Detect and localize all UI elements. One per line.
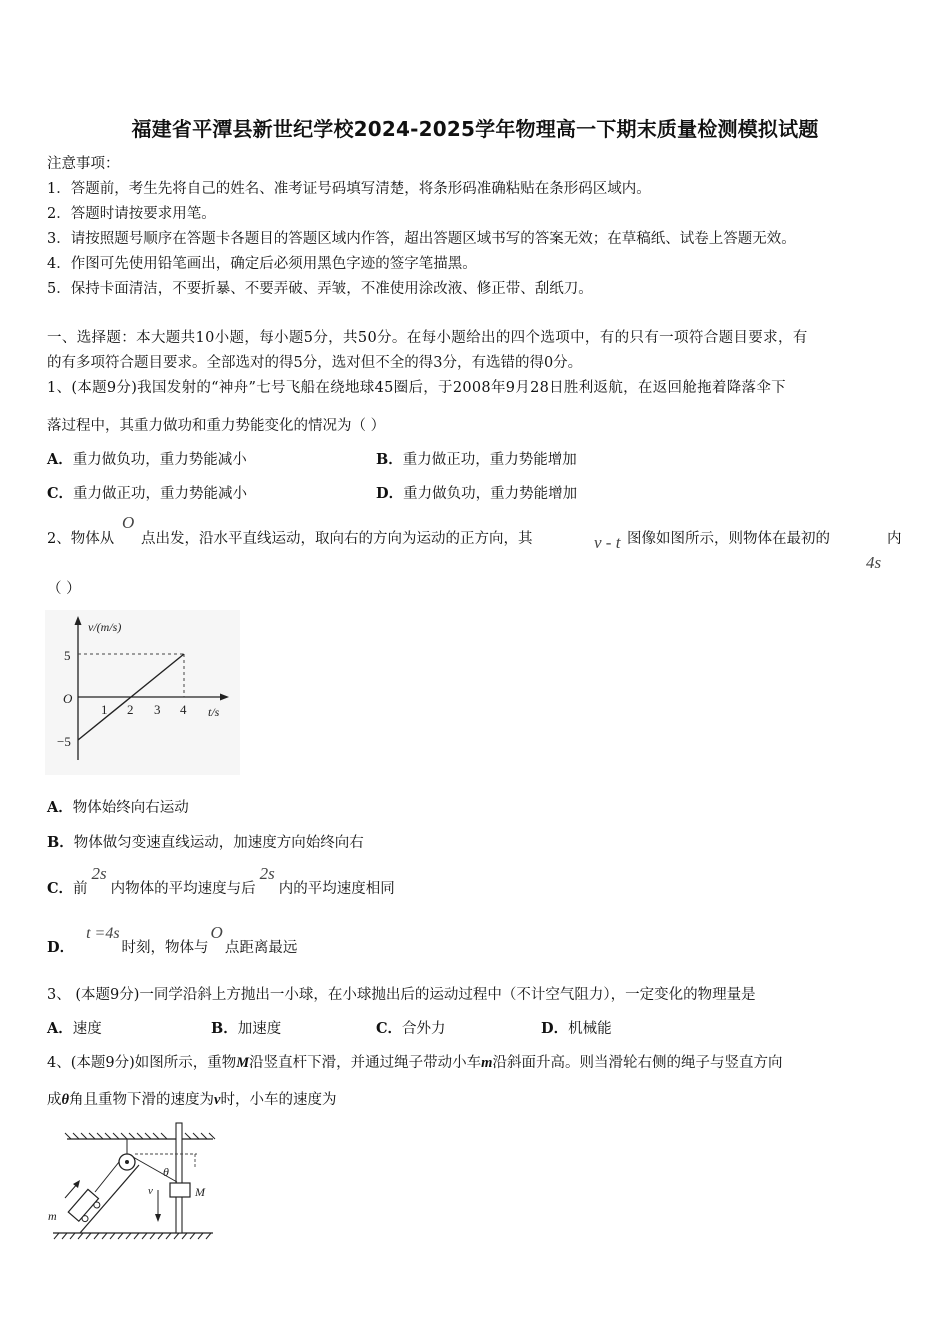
section-instructions-2: 的有多项符合题目要求。全部选对的得5分，选对但不全的得3分，有选错的得0分。 [47,355,583,371]
q2-option-c-math-2: 2s [259,864,275,883]
page-title: 福建省平潭县新世纪学校2024-2025学年物理高一下期末质量检测模拟试题 [131,117,819,141]
q2-option-d[interactable] [47,923,298,957]
q3-stem: 3、 (本题9分)一同学沿斜上方抛出一小球，在小球抛出后的运动过程中（不计空气阻力），一定变化的物理量是 [47,987,756,1003]
q4-text-1a: 4、(本题9分)如图所示，重物 [47,1055,237,1071]
q3-option-d-text: 机械能 [568,1021,612,1037]
q3-option-a[interactable] [47,1017,102,1038]
q4-pulley-figure [45,1120,225,1245]
q3-option-d-key: D． [541,1020,569,1037]
graph-background [45,610,240,775]
q1-option-d[interactable] [376,482,577,503]
graph-origin-label: O [63,691,73,706]
label-M: M [195,1185,205,1199]
notice-item-1: 1．答题前，考生先将自己的姓名、准考证号码填写清楚，将条形码准确粘贴在条形码区域内。 [47,181,651,197]
q4-text-2c: 时，小车的速度为 [220,1092,337,1108]
notice-item-3: 3．请按照题号顺序在答题卡各题目的答题区域内作答，超出答题区域书写的答案无效；在草稿纸、试卷上答题无效。 [47,231,796,247]
notice-item-4: 4．作图可先使用铅笔画出，确定后必须用黑色字迹的签字笔描黑。 [47,256,477,272]
q2-stem-part-2: 点出发，沿水平直线运动，取向右的方向为运动的正方向，其 [141,531,533,547]
q2-stem-part-3: 图像如图所示，则物体在最初的 [627,531,830,547]
q2-option-d-text-1: 时刻，物体与 [121,940,209,956]
q2-option-a-text: 物体始终向右运动 [72,800,189,816]
q2-vt-graph [45,610,240,775]
graph-xtick-1: 1 [101,702,108,717]
graph-ytick-neg5: −5 [57,734,71,749]
q4-math-v: v [214,1092,221,1108]
q4-text-1c: 沿斜面升高。则当滑轮右侧的绳子与竖直方向 [492,1055,783,1071]
q4-text-2a: 成 [47,1092,62,1108]
graph-xtick-4: 4 [180,702,187,717]
q2-option-a[interactable] [47,796,189,817]
q3-option-b[interactable] [211,1017,281,1038]
q2-option-b-text: 物体做匀变速直线运动，加速度方向始终向右 [73,835,364,851]
q3-option-c[interactable] [376,1017,446,1038]
label-theta: θ [163,1165,169,1179]
q1-stem-line-2: 落过程中，其重力做功和重力势能变化的情况为（ ） [47,418,386,434]
block-M [170,1183,190,1197]
q1-option-c-key: C． [47,485,74,502]
graph-xtick-2: 2 [127,702,134,717]
q1-option-b-text: 重力做正功，重力势能增加 [402,452,577,468]
q3-option-c-text: 合外力 [402,1021,446,1037]
q2-option-b-key: B． [47,834,74,851]
q3-option-d[interactable] [541,1017,612,1038]
q2-option-d-math-1: t =4s [86,925,120,942]
q1-option-b[interactable] [376,448,577,469]
q3-option-a-text: 速度 [72,1021,102,1037]
graph-y-label: v/(m/s) [88,620,122,634]
graph-xtick-3: 3 [154,702,161,717]
notice-heading: 注意事项： [47,156,120,172]
q4-text-2b: 角且重物下滑的速度为 [69,1092,215,1108]
q2-option-c-text-1: 前 [73,881,88,897]
vertical-rod [176,1123,182,1233]
pulley-axle [125,1160,129,1164]
q1-option-d-key: D． [376,485,404,502]
q4-math-M: M [236,1055,250,1071]
q2-option-d-key: D． [47,939,75,956]
q4-math-theta: θ [61,1092,70,1108]
cart-m [68,1189,103,1225]
q2-option-c-math-1: 2s [91,864,107,883]
q1-option-c-text: 重力做正功，重力势能减小 [73,486,248,502]
q4-stem-line-1 [47,1051,782,1072]
label-m: m [48,1209,57,1223]
q2-option-a-key: A． [47,799,73,816]
q3-option-a-key: A． [47,1020,73,1037]
q2-answer-bracket: （ ） [47,581,81,597]
notice-item-5: 5．保持卡面清洁，不要折暴、不要弄破、弄皱，不准使用涂改液、修正带、刮纸刀。 [47,281,593,297]
velocity-arrowhead [155,1214,161,1222]
notice-item-2: 2．答题时请按要求用笔。 [47,206,216,222]
q1-option-a[interactable] [47,448,247,469]
q1-stem-line-1: 1、(本题9分)我国发射的“神舟”七号飞船在绕地球45圈后，于2008年9月28日胜利返航，在返回舱拖着降落伞下 [47,380,786,396]
rope-left [95,1162,119,1192]
q4-text-1b: 沿竖直杆下滑，并通过绳子带动小车 [249,1055,482,1071]
q2-option-d-math-2: O [210,923,223,942]
q2-math-vt: v - t [594,533,621,552]
q1-option-a-text: 重力做负功，重力势能减小 [72,452,247,468]
q3-option-b-text: 加速度 [237,1021,282,1037]
q2-stem-part-1: 2、物体从 [47,531,115,547]
label-v: v [148,1185,153,1197]
q4-math-m: m [481,1055,493,1071]
q3-option-c-key: C． [376,1020,403,1037]
q1-option-d-text: 重力做负功，重力势能增加 [403,486,578,502]
q2-option-c-text-2: 内物体的平均速度与后 [110,881,256,897]
q2-option-c[interactable] [47,864,395,898]
floor-hatch [54,1233,211,1239]
q1-option-a-key: A． [47,451,73,468]
section-instructions-1: 一、选择题：本大题共10小题，每小题5分，共50分。在每小题给出的四个选项中，有的只有一项符合题目要求，有 [47,330,808,346]
ceiling-hatch [65,1133,215,1139]
q2-option-c-key: C． [47,880,74,897]
q2-option-c-text-3: 内的平均速度相同 [278,881,395,897]
q2-math-4s: 4s [866,553,882,572]
q2-math-o: O [122,513,135,532]
q4-stem-line-2 [47,1088,336,1109]
q1-option-c[interactable] [47,482,247,503]
q3-option-b-key: B． [211,1020,238,1037]
graph-x-label: t/s [208,705,220,719]
rope-right [133,1157,177,1182]
graph-ytick-5: 5 [64,648,71,663]
q2-stem-part-4: 内 [887,531,902,547]
q2-option-d-text-2: 点距离最远 [224,940,298,956]
q1-option-b-key: B． [376,451,403,468]
q2-option-b[interactable] [47,831,364,852]
